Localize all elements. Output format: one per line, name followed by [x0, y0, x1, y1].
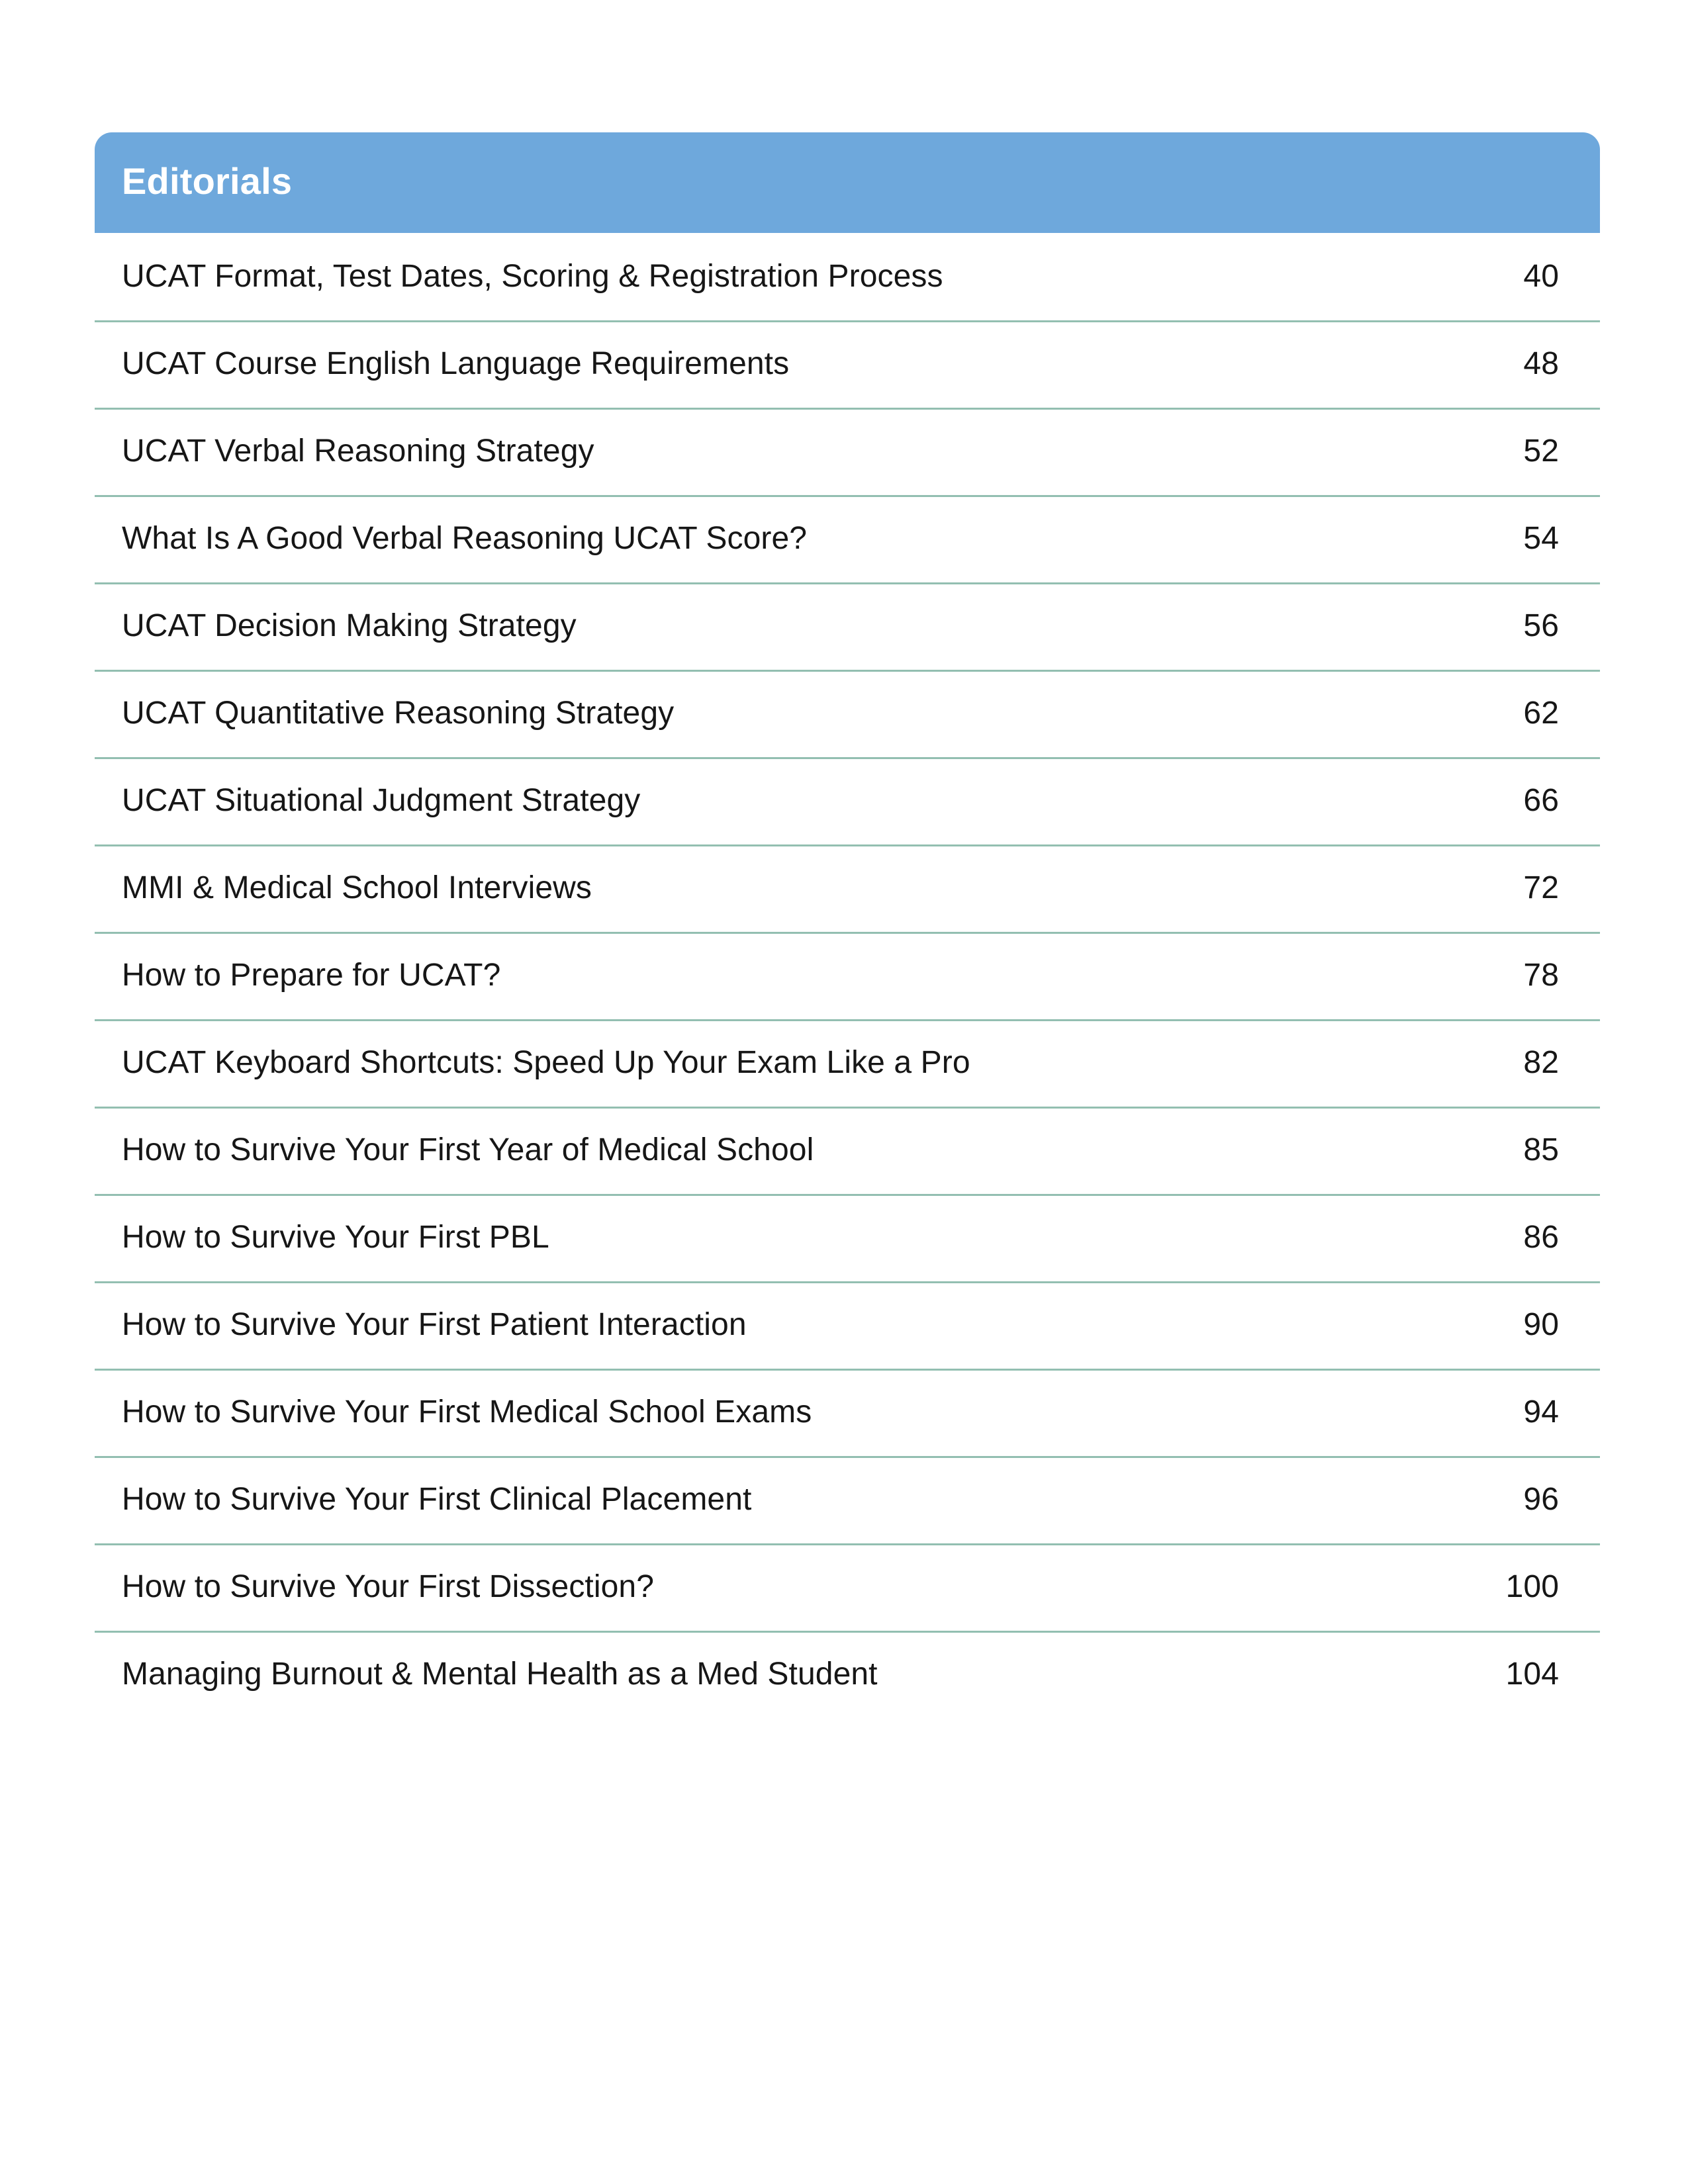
toc-entry-page-number: 52	[1523, 433, 1559, 469]
toc-entry-title: How to Survive Your First Patient Interaction	[122, 1306, 747, 1342]
toc-entry-title: UCAT Verbal Reasoning Strategy	[122, 433, 594, 469]
toc-entry[interactable]	[95, 1543, 1600, 1631]
toc-entry-title: How to Survive Your First Dissection?	[122, 1569, 655, 1604]
toc-entry[interactable]	[95, 320, 1600, 408]
toc-entry[interactable]	[95, 233, 1600, 320]
toc-entry-page-number: 104	[1505, 1656, 1559, 1692]
toc-entry-page-number: 66	[1523, 782, 1559, 818]
toc-entry-page-number: 90	[1523, 1306, 1559, 1342]
toc-entry-page-number: 72	[1523, 870, 1559, 905]
toc-entry-title: How to Survive Your First Medical School Exams	[122, 1394, 812, 1430]
toc-entry-title: Managing Burnout & Mental Health as a Med Student	[122, 1656, 878, 1692]
toc-entry[interactable]	[95, 1456, 1600, 1543]
toc-entry-title: How to Survive Your First Year of Medical School	[122, 1132, 814, 1167]
toc-entry[interactable]	[95, 1194, 1600, 1281]
toc-entry[interactable]	[95, 932, 1600, 1019]
toc-entry[interactable]	[95, 582, 1600, 670]
toc-entry-title: UCAT Keyboard Shortcuts: Speed Up Your Exam Like a Pro	[122, 1044, 970, 1080]
toc-entry-page-number: 82	[1523, 1044, 1559, 1080]
toc-entry[interactable]	[95, 1631, 1600, 1718]
toc-entry-title: UCAT Quantitative Reasoning Strategy	[122, 695, 675, 731]
toc-entry[interactable]	[95, 757, 1600, 844]
toc-entry[interactable]	[95, 1369, 1600, 1456]
toc-entry-page-number: 96	[1523, 1481, 1559, 1517]
toc-entry-page-number: 56	[1523, 608, 1559, 643]
toc-entry-page-number: 54	[1523, 520, 1559, 556]
toc-entry[interactable]	[95, 495, 1600, 582]
toc-entry-title: How to Survive Your First PBL	[122, 1219, 549, 1255]
toc-entry-page-number: 86	[1523, 1219, 1559, 1255]
toc-entry-page-number: 85	[1523, 1132, 1559, 1167]
toc-entry-title: How to Survive Your First Clinical Placement	[122, 1481, 752, 1517]
section-header-editorials	[95, 132, 1600, 233]
toc-entry[interactable]	[95, 1107, 1600, 1194]
toc-entry-list	[95, 233, 1600, 1718]
toc-entry-page-number: 100	[1505, 1569, 1559, 1604]
toc-entry-title: UCAT Situational Judgment Strategy	[122, 782, 641, 818]
toc-entry-title: UCAT Decision Making Strategy	[122, 608, 577, 643]
toc-entry-title: MMI & Medical School Interviews	[122, 870, 592, 905]
toc-entry-page-number: 40	[1523, 258, 1559, 294]
toc-entry-title: UCAT Format, Test Dates, Scoring & Registration Process	[122, 258, 943, 294]
toc-entry-page-number: 78	[1523, 957, 1559, 993]
toc-entry[interactable]	[95, 844, 1600, 932]
toc-entry-title: How to Prepare for UCAT?	[122, 957, 501, 993]
toc-entry[interactable]	[95, 1281, 1600, 1369]
toc-entry-page-number: 48	[1523, 345, 1559, 381]
toc-entry-page-number: 62	[1523, 695, 1559, 731]
toc-entry[interactable]	[95, 408, 1600, 495]
toc-entry[interactable]	[95, 1019, 1600, 1107]
toc-entry-title: What Is A Good Verbal Reasoning UCAT Score?	[122, 520, 808, 556]
table-of-contents	[95, 132, 1600, 1718]
section-title: Editorials	[122, 160, 293, 202]
toc-entry-title: UCAT Course English Language Requirements	[122, 345, 790, 381]
toc-entry-page-number: 94	[1523, 1394, 1559, 1430]
toc-entry[interactable]	[95, 670, 1600, 757]
